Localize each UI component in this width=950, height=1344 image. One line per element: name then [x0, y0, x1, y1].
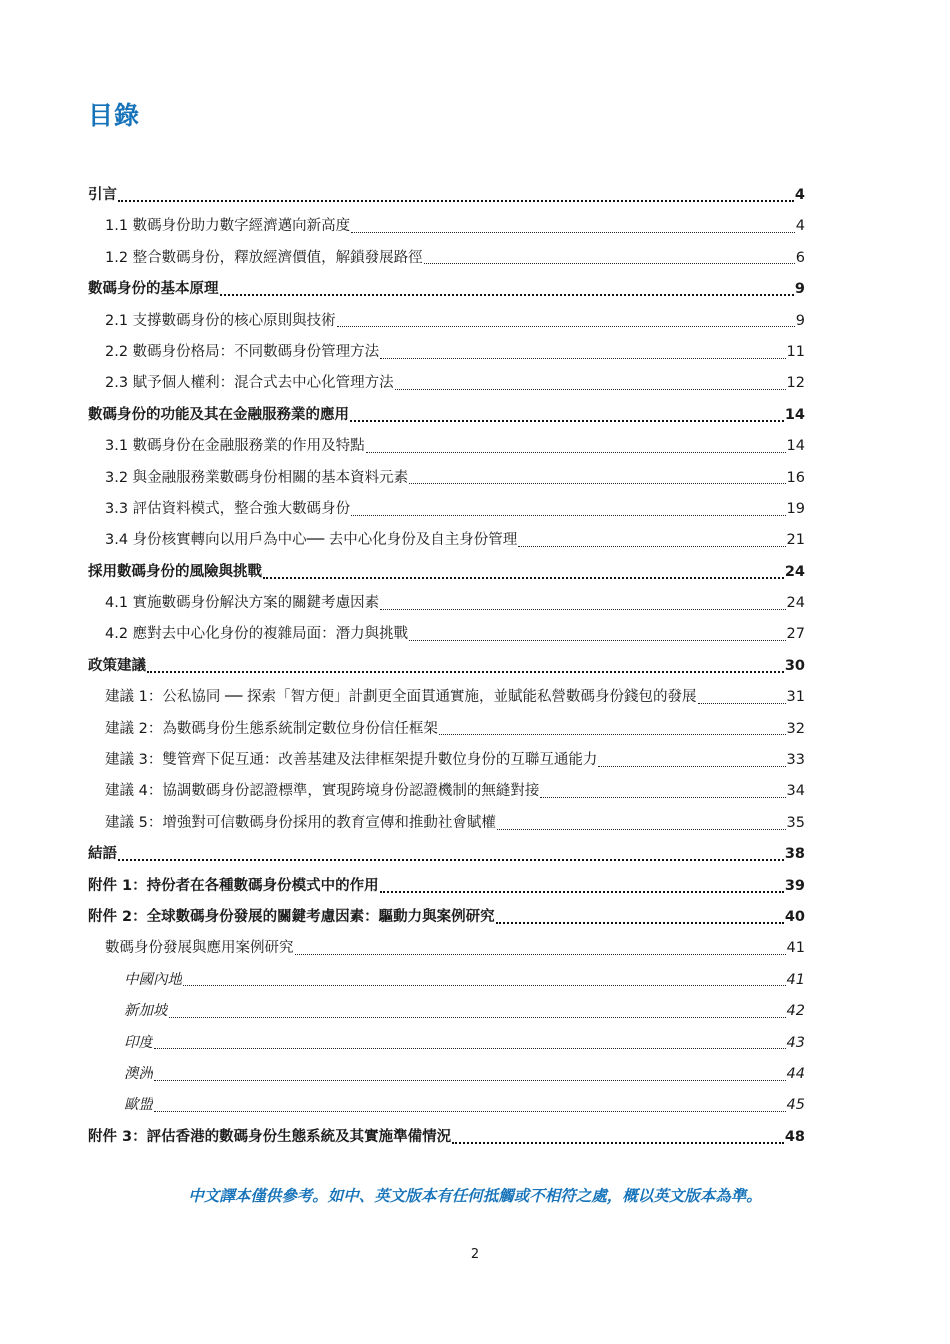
- toc-entry-page-number: 24: [784, 563, 805, 580]
- toc-entry-label: 附件 2：全球數碼身份發展的關鍵考慮因素：驅動力與案例研究: [88, 908, 495, 925]
- toc-entry-page-number: 39: [784, 877, 805, 894]
- toc-entry[interactable]: [88, 1028, 805, 1059]
- toc-entry[interactable]: [88, 400, 805, 431]
- dot-leader: [598, 765, 785, 767]
- toc-entry-page-number: 9: [795, 312, 805, 329]
- toc-entry[interactable]: [88, 1090, 805, 1121]
- dot-leader: [518, 545, 785, 547]
- toc-entry-label: 採用數碼身份的風險與挑戰: [88, 563, 262, 580]
- toc-entry[interactable]: [88, 557, 805, 588]
- dot-leader: [295, 953, 786, 955]
- toc-entry-label: 3.1 數碼身份在金融服務業的作用及特點: [105, 438, 365, 455]
- toc-entry-page-number: 33: [786, 752, 805, 769]
- dot-leader: [497, 828, 786, 830]
- toc-entry-label: 2.1 支撐數碼身份的核心原則與技術: [105, 312, 336, 329]
- toc-entry-label: 印度: [124, 1034, 153, 1051]
- dot-leader: [118, 199, 794, 202]
- toc-entry-page-number: 4: [794, 187, 805, 203]
- dot-leader: [351, 514, 785, 516]
- toc-entry-label: 3.3 評估資料模式，整合強大數碼身份: [105, 500, 351, 517]
- dot-leader: [350, 419, 784, 422]
- toc-entry-page-number: 14: [786, 438, 805, 455]
- dot-leader: [337, 325, 795, 327]
- toc-entry[interactable]: [88, 714, 805, 745]
- toc-entry-label: 歐盟: [124, 1097, 153, 1114]
- dot-leader: [380, 608, 785, 610]
- dot-leader: [154, 1079, 786, 1081]
- toc-entry-label: 建議 3：雙管齊下促互通：改善基建及法律框架提升數位身份的互聯互通能力: [105, 752, 598, 769]
- dot-leader: [380, 890, 784, 893]
- toc-entry-label: 數碼身份的功能及其在金融服務業的應用: [88, 406, 349, 423]
- toc-entry-page-number: 42: [786, 1003, 805, 1020]
- toc-entry[interactable]: [88, 839, 805, 870]
- toc-entry-page-number: 44: [786, 1065, 805, 1082]
- toc-entry[interactable]: [88, 431, 805, 462]
- toc-entry[interactable]: [88, 933, 805, 964]
- toc-entry-label: 建議 4：協調數碼身份認證標準，實現跨境身份認證機制的無縫對接: [105, 783, 540, 800]
- dot-leader: [366, 451, 786, 453]
- toc-entry-page-number: 24: [786, 595, 805, 612]
- dot-leader: [439, 733, 786, 735]
- toc-entry[interactable]: [88, 211, 805, 242]
- dot-leader: [147, 670, 784, 673]
- toc-entry[interactable]: [88, 808, 805, 839]
- toc-entry[interactable]: [88, 274, 805, 305]
- toc-entry-page-number: 19: [786, 500, 805, 517]
- toc-entry-label: 3.2 與金融服務業數碼身份相關的基本資料元素: [105, 469, 409, 486]
- toc-entry-page-number: 14: [784, 406, 805, 423]
- toc-entry[interactable]: [88, 525, 805, 556]
- toc-entry-label: 澳洲: [124, 1065, 153, 1082]
- toc-entry-page-number: 11: [786, 343, 805, 360]
- dot-leader: [220, 293, 794, 296]
- toc-entry[interactable]: [88, 337, 805, 368]
- toc-entry-label: 3.4 身份核實轉向以用戶為中心── 去中心化身份及自主身份管理: [105, 532, 518, 549]
- toc-entry-page-number: 16: [786, 469, 805, 486]
- dot-leader: [698, 702, 786, 704]
- dot-leader: [409, 482, 785, 484]
- toc-entry[interactable]: [88, 494, 805, 525]
- toc-entry[interactable]: [88, 745, 805, 776]
- toc-entry[interactable]: [88, 902, 805, 933]
- dot-leader: [409, 639, 785, 641]
- dot-leader: [263, 576, 784, 579]
- toc-entry[interactable]: [88, 180, 805, 211]
- toc-entry-label: 附件 3：評估香港的數碼身份生態系統及其實施準備情況: [88, 1128, 452, 1145]
- toc-entry-page-number: 32: [786, 720, 805, 737]
- page-number: 2: [470, 1247, 480, 1262]
- dot-leader: [540, 796, 785, 798]
- toc-entry-page-number: 12: [786, 375, 805, 392]
- toc-entry[interactable]: [88, 776, 805, 807]
- toc-entry-page-number: 41: [786, 940, 805, 957]
- toc-entry[interactable]: [88, 996, 805, 1027]
- toc-entry-label: 2.2 數碼身份格局：不同數碼身份管理方法: [105, 343, 380, 360]
- toc-entry-label: 中國內地: [124, 971, 182, 988]
- page-title: 目錄: [88, 101, 141, 130]
- dot-leader: [452, 1141, 784, 1144]
- toc-entry[interactable]: [88, 619, 805, 650]
- toc-entry[interactable]: [88, 1059, 805, 1090]
- toc-entry-label: 1.2 整合數碼身份，釋放經濟價值，解鎖發展路徑: [105, 249, 423, 266]
- toc-entry-label: 附件 1：持份者在各種數碼身份模式中的作用: [88, 877, 379, 894]
- dot-leader: [118, 858, 784, 861]
- toc-entry-page-number: 40: [784, 908, 805, 925]
- toc-entry-label: 建議 1：公私協同 ── 探索「智方便」計劃更全面貫通實施，並賦能私營數碼身份錢包的發展: [105, 689, 697, 706]
- toc-entry-page-number: 9: [794, 281, 805, 298]
- toc-entry-label: 新加坡: [124, 1003, 168, 1020]
- toc-entry[interactable]: [88, 1122, 805, 1153]
- toc-entry-label: 數碼身份發展與應用案例研究: [105, 940, 294, 957]
- toc-entry-label: 政策建議: [88, 657, 146, 674]
- toc-entry-page-number: 31: [786, 689, 805, 706]
- dot-leader: [183, 984, 786, 986]
- toc-entry-label: 建議 5：增強對可信數碼身份採用的教育宣傳和推動社會賦權: [105, 814, 496, 831]
- toc-entry-label: 建議 2：為數碼身份生態系統制定數位身份信任框架: [105, 720, 438, 737]
- toc-entry-page-number: 43: [786, 1034, 805, 1051]
- toc-entry-page-number: 45: [786, 1097, 805, 1114]
- toc-entry[interactable]: [88, 588, 805, 619]
- toc-entry-label: 1.1 數碼身份助力數字經濟邁向新高度: [105, 218, 351, 235]
- toc-entry[interactable]: [88, 651, 805, 682]
- toc-entry[interactable]: [88, 682, 805, 713]
- dot-leader: [496, 921, 784, 924]
- toc-entry-label: 2.3 賦予個人權利：混合式去中心化管理方法: [105, 375, 394, 392]
- dot-leader: [395, 388, 786, 390]
- dot-leader: [380, 357, 785, 359]
- table-of-contents: [88, 180, 805, 1153]
- toc-entry-page-number: 48: [784, 1128, 805, 1145]
- toc-entry-label: 4.1 實施數碼身份解決方案的關鍵考慮因素: [105, 595, 380, 612]
- toc-entry-label: 數碼身份的基本原理: [88, 281, 219, 298]
- toc-entry-label: 引言: [88, 187, 117, 203]
- toc-entry-page-number: 38: [784, 846, 805, 863]
- toc-entry-page-number: 41: [786, 971, 805, 988]
- dot-leader: [154, 1110, 786, 1112]
- toc-entry-page-number: 21: [786, 532, 805, 549]
- toc-entry-page-number: 34: [786, 783, 805, 800]
- dot-leader: [351, 231, 795, 233]
- dot-leader: [424, 262, 795, 264]
- toc-entry-page-number: 4: [795, 218, 805, 235]
- toc-entry[interactable]: [88, 243, 805, 274]
- dot-leader: [169, 1016, 786, 1018]
- toc-entry-page-number: 6: [795, 249, 805, 266]
- dot-leader: [154, 1047, 786, 1049]
- toc-entry[interactable]: [88, 871, 805, 902]
- toc-entry[interactable]: [88, 965, 805, 996]
- toc-entry[interactable]: [88, 306, 805, 337]
- toc-entry-page-number: 30: [784, 657, 805, 674]
- toc-entry-page-number: 35: [786, 814, 805, 831]
- toc-entry-label: 結語: [88, 846, 117, 863]
- toc-entry-page-number: 27: [786, 626, 805, 643]
- toc-entry[interactable]: [88, 463, 805, 494]
- toc-entry-label: 4.2 應對去中心化身份的複雜局面：潛力與挑戰: [105, 626, 409, 643]
- translation-disclaimer: 中文譯本僅供參考。如中、英文版本有任何抵觸或不相符之處，概以英文版本為準。: [188, 1187, 762, 1205]
- toc-entry[interactable]: [88, 368, 805, 399]
